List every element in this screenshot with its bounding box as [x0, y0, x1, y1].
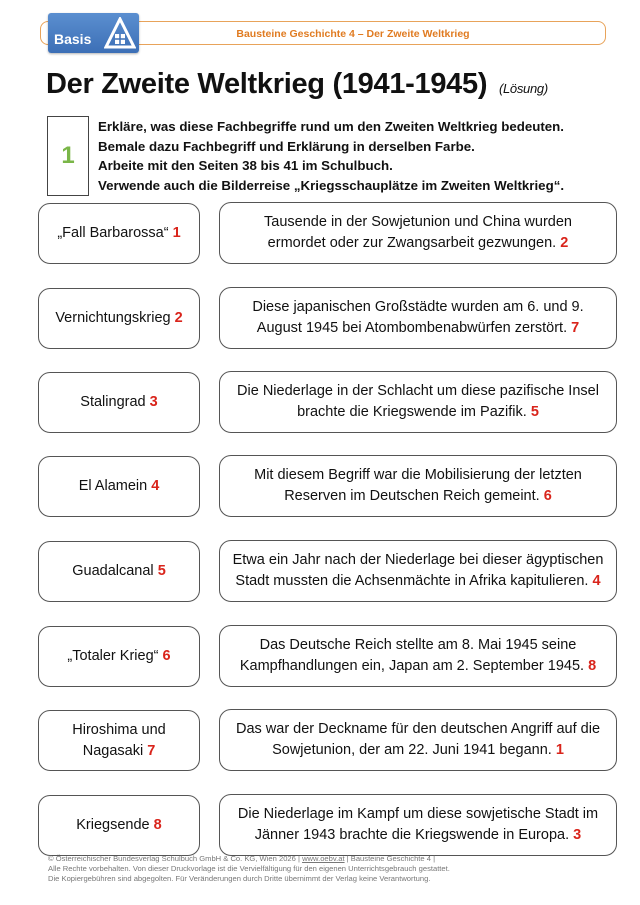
publisher-logo [48, 13, 139, 53]
definition-line: Sowjetunion, der am 22. Juni 1941 begann. [272, 742, 552, 758]
definition-line: Diese japanischen Großstädte wurden am 6. und 9. [252, 299, 584, 315]
instruction-line: Verwende auch die Bilderreise „Kriegsschauplätze im Zweiten Weltkrieg“. [98, 177, 565, 193]
term-box [38, 710, 200, 771]
term-label: Guadalcanal [72, 563, 154, 579]
footer-text: Die Kopiergebühren sind abgegolten. Für Veränderungen durch Dritte übernimmt der Verlag keine Verantwortung. [48, 874, 431, 883]
task-instructions [98, 117, 618, 195]
term-number: 8 [153, 817, 162, 833]
definition-box [219, 287, 617, 349]
definition-number: 6 [543, 488, 552, 504]
page-title-suffix: (Lösung) [498, 81, 548, 96]
definition-line: Etwa ein Jahr nach der Niederlage bei dieser ägyptischen [232, 552, 604, 568]
term-label: Stalingrad [80, 394, 146, 410]
definition-box [219, 202, 617, 264]
term-box [38, 626, 200, 687]
definition-box [219, 540, 617, 602]
term-number: 7 [147, 742, 156, 759]
term-number: 3 [149, 394, 158, 410]
definition-number: 3 [573, 827, 582, 843]
term-label: Hiroshima und [72, 721, 166, 738]
definition-box [219, 455, 617, 517]
definition-line: Kampfhandlungen ein, Japan am 2. September 1945. [239, 658, 585, 674]
definition-line: Das war der Deckname für den deutschen Angriff auf die [235, 721, 601, 737]
term-number: 5 [157, 563, 166, 579]
definition-number: 1 [555, 742, 564, 758]
definition-number: 2 [560, 235, 569, 251]
definition-line: Reserven im Deutschen Reich gemeint. [284, 488, 540, 504]
term-box [38, 456, 200, 517]
page-title [46, 68, 548, 101]
term-box [38, 288, 200, 349]
definition-box [219, 794, 617, 856]
term-label: „Totaler Krieg“ [67, 648, 159, 664]
definition-line: Jänner 1943 brachte die Kriegswende in Europa. [254, 827, 570, 843]
definition-line: Die Niederlage in der Schlacht um diese pazifische Insel [237, 383, 599, 399]
term-number: 2 [174, 310, 183, 326]
definition-number: 8 [588, 658, 597, 674]
footer-text: | Bausteine Geschichte 4 | [344, 854, 436, 863]
term-box [38, 203, 200, 264]
definition-number: 4 [592, 573, 601, 589]
definition-line: Tausende in der Sowjetunion und China wurden [264, 214, 572, 230]
triangle-logo-icon [104, 17, 136, 49]
definition-line: Das Deutsche Reich stellte am 8. Mai 1945 seine [259, 637, 577, 653]
instruction-line: Bemale dazu Fachbegriff und Erklärung in derselben Farbe. [98, 138, 475, 154]
logo-text: Basis [54, 31, 92, 47]
definition-box [219, 625, 617, 687]
task-number-box [47, 116, 89, 196]
definition-box [219, 709, 617, 771]
task-number: 1 [61, 142, 75, 169]
definition-box [219, 371, 617, 433]
term-label: Nagasaki [82, 742, 144, 759]
definition-line: ermordet oder zur Zwangsarbeit gezwungen. [267, 235, 557, 251]
definition-number: 7 [571, 320, 580, 336]
page-title-main: Der Zweite Weltkrieg (1941-1945) [46, 68, 488, 100]
term-label: Kriegsende [76, 817, 150, 833]
definition-number: 5 [530, 404, 539, 420]
term-number: 6 [162, 648, 171, 664]
publisher-link[interactable]: www.oebv.at [302, 854, 345, 863]
definition-line: Mit diesem Begriff war die Mobilisierung der letzten [254, 467, 582, 483]
footer-text: © Österreichischer Bundesverlag Schulbuch GmbH & Co. KG, Wien 2026 | [48, 854, 303, 863]
term-label: „Fall Barbarossa“ [57, 225, 169, 241]
term-label: Vernichtungskrieg [55, 310, 171, 326]
definition-line: brachte die Kriegswende im Pazifik. [297, 404, 527, 420]
term-box [38, 541, 200, 602]
definition-line: Die Niederlage im Kampf um diese sowjetische Stadt im [237, 806, 599, 822]
footer-text: Alle Rechte vorbehalten. Von dieser Druckvorlage ist die Vervielfältigung für den eigenen Unterrichtsgebrauch gestattet. [48, 864, 450, 873]
instruction-line: Arbeite mit den Seiten 38 bis 41 im Schulbuch. [98, 158, 393, 173]
term-box [38, 795, 200, 856]
header-title: Bausteine Geschichte 4 – Der Zweite Weltkrieg [236, 28, 470, 40]
term-number: 4 [151, 478, 160, 494]
term-number: 1 [172, 225, 181, 241]
footer-copyright [48, 854, 608, 884]
term-box [38, 372, 200, 433]
definition-line: Stadt mussten die Achsenmächte in Afrika kapitulieren. [235, 573, 589, 589]
term-label: El Alamein [78, 478, 148, 494]
instruction-line: Erkläre, was diese Fachbegriffe rund um den Zweiten Weltkrieg bedeuten. [98, 119, 565, 134]
definition-line: August 1945 bei Atombombenabwürfen zerstört. [256, 320, 568, 336]
